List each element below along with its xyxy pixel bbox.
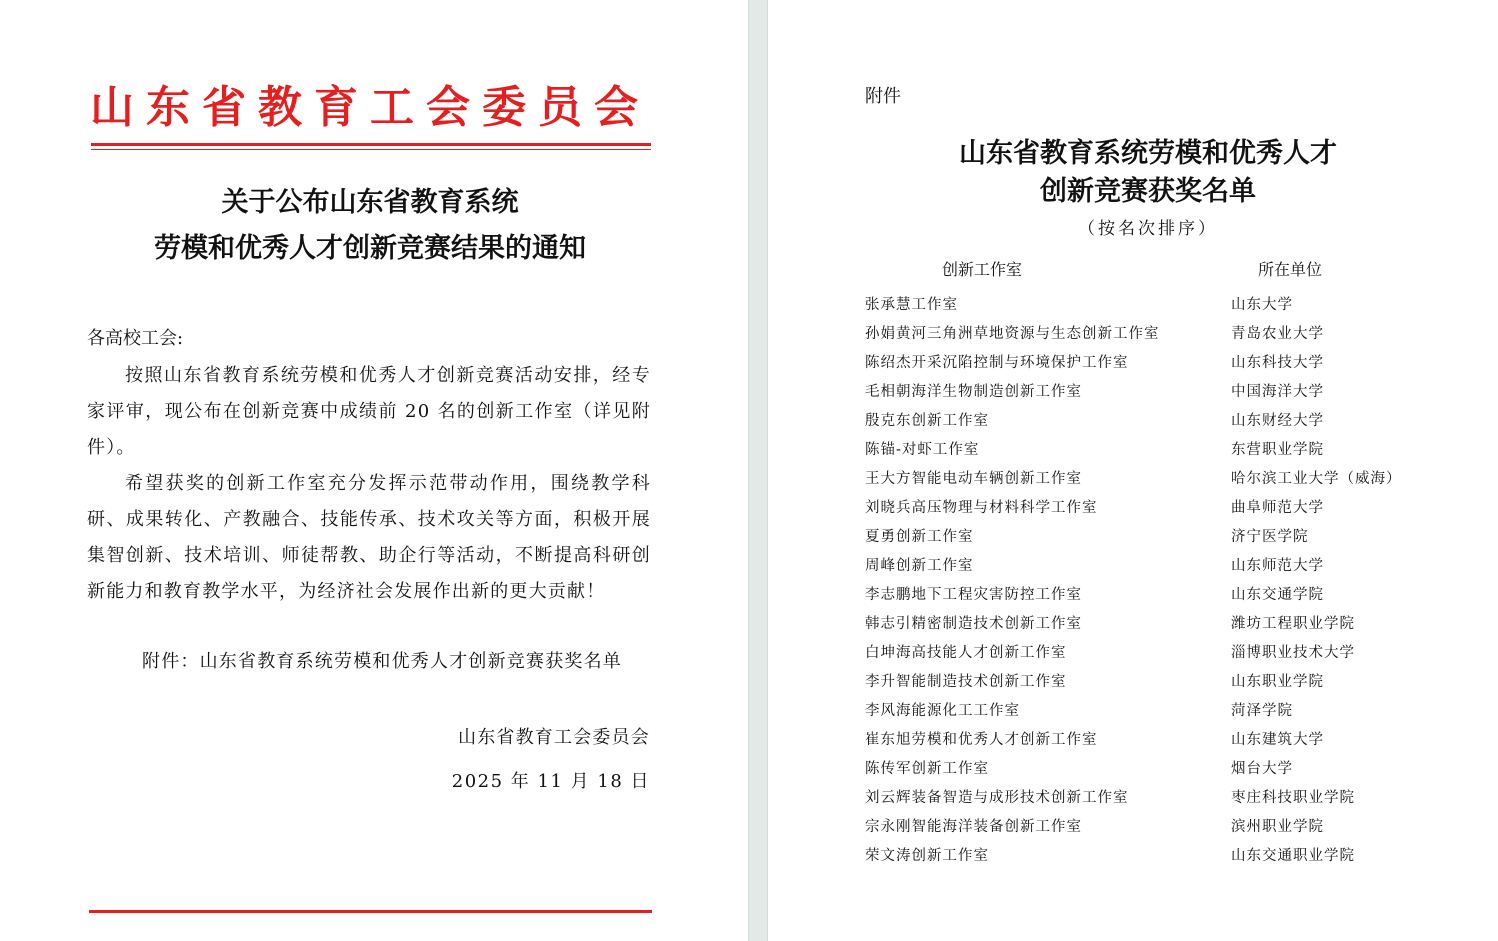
- unit-name: 山东大学: [1231, 297, 1293, 313]
- studio-name: 王大方智能电动车辆创新工作室: [865, 471, 1082, 487]
- studio-name: 陈绍杰开采沉陷控制与环境保护工作室: [865, 355, 1129, 371]
- notice-title: [90, 180, 650, 272]
- notice-title-line-2: 劳模和优秀人才创新竞赛结果的通知: [154, 233, 586, 264]
- column-header-unit: 所在单位: [1258, 260, 1323, 279]
- unit-name: 东营职业学院: [1231, 442, 1324, 458]
- list-item: [865, 552, 1485, 581]
- page-gutter: [748, 0, 768, 941]
- notice-title-line-1: 关于公布山东省教育系统: [221, 187, 519, 218]
- unit-name: 滨州职业学院: [1231, 819, 1324, 835]
- body-paragraph-2: 希望获奖的创新工作室充分发挥示范带动作用，围绕教学科研、成果转化、产教融合、技能传承、技术攻关等方面，积极开展集智创新、技术培训、师徒帮教、助企行等活动，不断提高科研创新能力和教育教学水平，为经济社会发展作出新的更大贡献！: [87, 473, 651, 602]
- studio-name: 周峰创新工作室: [865, 558, 974, 574]
- award-list-title: [918, 135, 1378, 211]
- unit-name: 烟台大学: [1231, 761, 1293, 777]
- list-item: [865, 668, 1485, 697]
- list-item: [865, 581, 1485, 610]
- award-list-subtitle: （按名次排序）: [1078, 219, 1218, 239]
- unit-name: 淄博职业技术大学: [1231, 645, 1355, 661]
- studio-name: 崔东旭劳模和优秀人才创新工作室: [865, 732, 1098, 748]
- issue-date: 2025 年 11 月 18 日: [451, 771, 650, 792]
- list-item: [865, 407, 1485, 436]
- unit-name: 哈尔滨工业大学（威海）: [1231, 471, 1402, 487]
- unit-name: 山东交通学院: [1231, 587, 1324, 603]
- studio-name: 殷克东创新工作室: [865, 413, 989, 429]
- unit-name: 山东交通职业学院: [1231, 848, 1355, 864]
- studio-name: 韩志引精密制造技术创新工作室: [865, 616, 1082, 632]
- studio-name: 刘晓兵高压物理与材料科学工作室: [865, 500, 1098, 516]
- unit-name: 中国海洋大学: [1231, 384, 1324, 400]
- list-item: [865, 813, 1485, 842]
- unit-name: 菏泽学院: [1231, 703, 1293, 719]
- list-item: [865, 697, 1485, 726]
- signature-organization: 山东省教育工会委员会: [458, 727, 650, 748]
- studio-name: 荣文涛创新工作室: [865, 848, 989, 864]
- award-list-title-line-2: 创新竞赛获奖名单: [1040, 176, 1256, 207]
- award-list-title-line-1: 山东省教育系统劳模和优秀人才: [959, 138, 1337, 169]
- list-item: [865, 436, 1485, 465]
- studio-name: 宗永刚智能海洋装备创新工作室: [865, 819, 1082, 835]
- studio-name: 张承慧工作室: [865, 297, 958, 313]
- list-item: [865, 465, 1485, 494]
- studio-name: 李志鹏地下工程灾害防控工作室: [865, 587, 1082, 603]
- unit-name: 山东财经大学: [1231, 413, 1324, 429]
- masthead-red-rule: [91, 143, 651, 146]
- body-paragraph-1: 按照山东省教育系统劳模和优秀人才创新竞赛活动安排，经专家评审，现公布在创新竞赛中成绩前 20 名的创新工作室（详见附件）。: [87, 365, 651, 458]
- unit-name: 山东科技大学: [1231, 355, 1324, 371]
- notice-page: [0, 0, 748, 941]
- list-item: [865, 494, 1485, 523]
- award-list: [865, 291, 1485, 871]
- annex-label: 附件: [865, 86, 901, 107]
- list-item: [865, 726, 1485, 755]
- list-item: [865, 291, 1485, 320]
- masthead-title: 山东省教育工会委员会: [90, 82, 650, 133]
- unit-name: 山东职业学院: [1231, 674, 1324, 690]
- studio-name: 孙娟黄河三角洲草地资源与生态创新工作室: [865, 326, 1160, 342]
- studio-name: 毛相朝海洋生物制造创新工作室: [865, 384, 1082, 400]
- unit-name: 济宁医学院: [1231, 529, 1309, 545]
- list-item: [865, 523, 1485, 552]
- list-item: [865, 784, 1485, 813]
- list-item: [865, 378, 1485, 407]
- masthead-thin-red-rule: [91, 149, 651, 150]
- footer-red-rule: [89, 910, 652, 913]
- list-item: [865, 349, 1485, 378]
- studio-name: 白坤海高技能人才创新工作室: [865, 645, 1067, 661]
- column-header-studio: 创新工作室: [942, 260, 1023, 279]
- unit-name: 山东建筑大学: [1231, 732, 1324, 748]
- unit-name: 枣庄科技职业学院: [1231, 790, 1355, 806]
- unit-name: 山东师范大学: [1231, 558, 1324, 574]
- list-item: [865, 842, 1485, 871]
- attachment-note: 附件：山东省教育系统劳模和优秀人才创新竞赛获奖名单: [142, 651, 622, 672]
- studio-name: 刘云辉装备智造与成形技术创新工作室: [865, 790, 1129, 806]
- list-item: [865, 610, 1485, 639]
- studio-name: 李风海能源化工工作室: [865, 703, 1020, 719]
- list-item: [865, 320, 1485, 349]
- unit-name: 曲阜师范大学: [1231, 500, 1324, 516]
- studio-name: 陈传军创新工作室: [865, 761, 989, 777]
- studio-name: 夏勇创新工作室: [865, 529, 974, 545]
- unit-name: 潍坊工程职业学院: [1231, 616, 1355, 632]
- list-item: [865, 755, 1485, 784]
- list-item: [865, 639, 1485, 668]
- studio-name: 陈锚-对虾工作室: [865, 442, 980, 458]
- unit-name: 青岛农业大学: [1231, 326, 1324, 342]
- salutation: 各高校工会:: [87, 328, 184, 349]
- studio-name: 李升智能制造技术创新工作室: [865, 674, 1067, 690]
- award-list-page: [768, 0, 1498, 941]
